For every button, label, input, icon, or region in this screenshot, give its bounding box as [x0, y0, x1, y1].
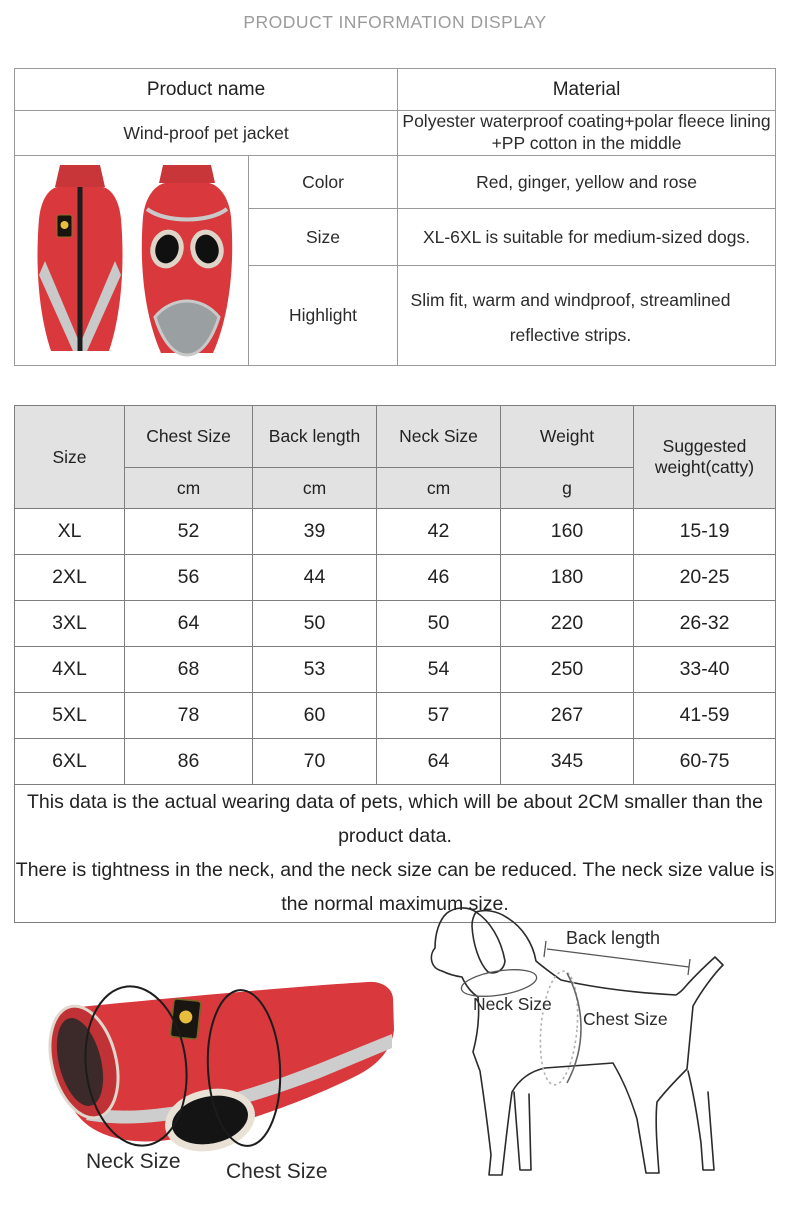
- col-chest: Chest Size: [125, 406, 253, 468]
- material-header: Material: [398, 69, 776, 111]
- cell-weight: 250: [501, 647, 634, 693]
- cell-weight: 345: [501, 739, 634, 785]
- cell-chest: 52: [125, 509, 253, 555]
- cell-weight: 220: [501, 601, 634, 647]
- cell-suggested: 20-25: [634, 555, 776, 601]
- table-row: [15, 509, 776, 555]
- cell-neck: 50: [377, 601, 501, 647]
- size-label: Size: [249, 209, 398, 266]
- cell-size: 2XL: [15, 555, 125, 601]
- col-size: Size: [15, 406, 125, 509]
- highlight-value-text: Slim fit, warm and windproof, streamlined reflective strips.: [410, 290, 731, 345]
- cell-neck: 54: [377, 647, 501, 693]
- dog-neck-size-label: Neck Size: [473, 994, 552, 1014]
- material-value: [398, 111, 776, 156]
- cell-back: 60: [253, 693, 377, 739]
- zipper: [78, 187, 83, 351]
- cell-size: 6XL: [15, 739, 125, 785]
- size-value: XL-6XL is suitable for medium-sized dogs.: [398, 209, 776, 266]
- cell-size: 5XL: [15, 693, 125, 739]
- cell-suggested: 60-75: [634, 739, 776, 785]
- dog-ear: [472, 912, 505, 973]
- cell-suggested: 41-59: [634, 693, 776, 739]
- cell-neck: 42: [377, 509, 501, 555]
- table-row: [15, 647, 776, 693]
- product-name-header: Product name: [15, 69, 398, 111]
- product-name-value: Wind-proof pet jacket: [15, 111, 398, 156]
- cell-chest: 56: [125, 555, 253, 601]
- unit-weight: g: [501, 468, 634, 509]
- table-row: [15, 601, 776, 647]
- paw-logo-patch: [57, 215, 72, 237]
- color-label: Color: [249, 156, 398, 209]
- cell-chest: 86: [125, 739, 253, 785]
- col-back: Back length: [253, 406, 377, 468]
- dog-back-length-label: Back length: [566, 928, 661, 948]
- cell-back: 39: [253, 509, 377, 555]
- cell-size: 3XL: [15, 601, 125, 647]
- material-value-line1: Polyester waterproof coating+polar fleece lining: [402, 111, 771, 132]
- col-weight: Weight: [501, 406, 634, 468]
- dog-chest-girth: [536, 970, 582, 1087]
- dog-chest-size-label: Chest Size: [583, 1009, 668, 1029]
- cell-chest: 78: [125, 693, 253, 739]
- table-row: [15, 739, 776, 785]
- unit-back: cm: [253, 468, 377, 509]
- page-title: PRODUCT INFORMATION DISPLAY: [243, 12, 547, 32]
- jacket-front-view: [142, 165, 232, 355]
- cell-size: XL: [15, 509, 125, 555]
- size-note-line1: This data is the actual wearing data of pets, which will be about 2CM smaller than the product data.: [27, 791, 763, 848]
- table-row: [15, 693, 776, 739]
- cell-chest: 64: [125, 601, 253, 647]
- product-photo: [15, 157, 247, 365]
- dog-far-rear-leg: [688, 1071, 714, 1170]
- size-chart-table: [14, 405, 776, 923]
- highlight-value: [398, 266, 776, 366]
- cell-weight: 180: [501, 555, 634, 601]
- cell-back: 53: [253, 647, 377, 693]
- cell-neck: 46: [377, 555, 501, 601]
- cell-neck: 57: [377, 693, 501, 739]
- col-suggested: Suggested weight(catty): [634, 406, 776, 509]
- product-photo-cell: [15, 156, 249, 366]
- size-note-line2: There is tightness in the neck, and the neck size can be reduced. The neck size value is the normal maximum size.: [15, 859, 775, 916]
- cell-neck: 64: [377, 739, 501, 785]
- jacket-neck-size-label: Neck Size: [86, 1150, 181, 1173]
- cell-size: 4XL: [15, 647, 125, 693]
- unit-neck: cm: [377, 468, 501, 509]
- unit-chest: cm: [125, 468, 253, 509]
- cell-back: 44: [253, 555, 377, 601]
- cell-chest: 68: [125, 647, 253, 693]
- cell-suggested: 33-40: [634, 647, 776, 693]
- color-value: Red, ginger, yellow and rose: [398, 156, 776, 209]
- jacket-chest-size-label: Chest Size: [226, 1160, 328, 1183]
- cell-weight: 267: [501, 693, 634, 739]
- paw-logo-patch: [170, 999, 201, 1040]
- table-row: [15, 555, 776, 601]
- material-value-line2: +PP cotton in the middle: [491, 133, 682, 153]
- jacket-back-view: [38, 165, 123, 351]
- dog-far-front-leg: [514, 1092, 531, 1170]
- cell-suggested: 15-19: [634, 509, 776, 555]
- cell-back: 70: [253, 739, 377, 785]
- cell-back: 50: [253, 601, 377, 647]
- col-neck: Neck Size: [377, 406, 501, 468]
- highlight-label: Highlight: [249, 266, 398, 366]
- cell-weight: 160: [501, 509, 634, 555]
- cell-suggested: 26-32: [634, 601, 776, 647]
- jacket-illustration: [0, 880, 400, 1217]
- product-info-table: [14, 68, 776, 366]
